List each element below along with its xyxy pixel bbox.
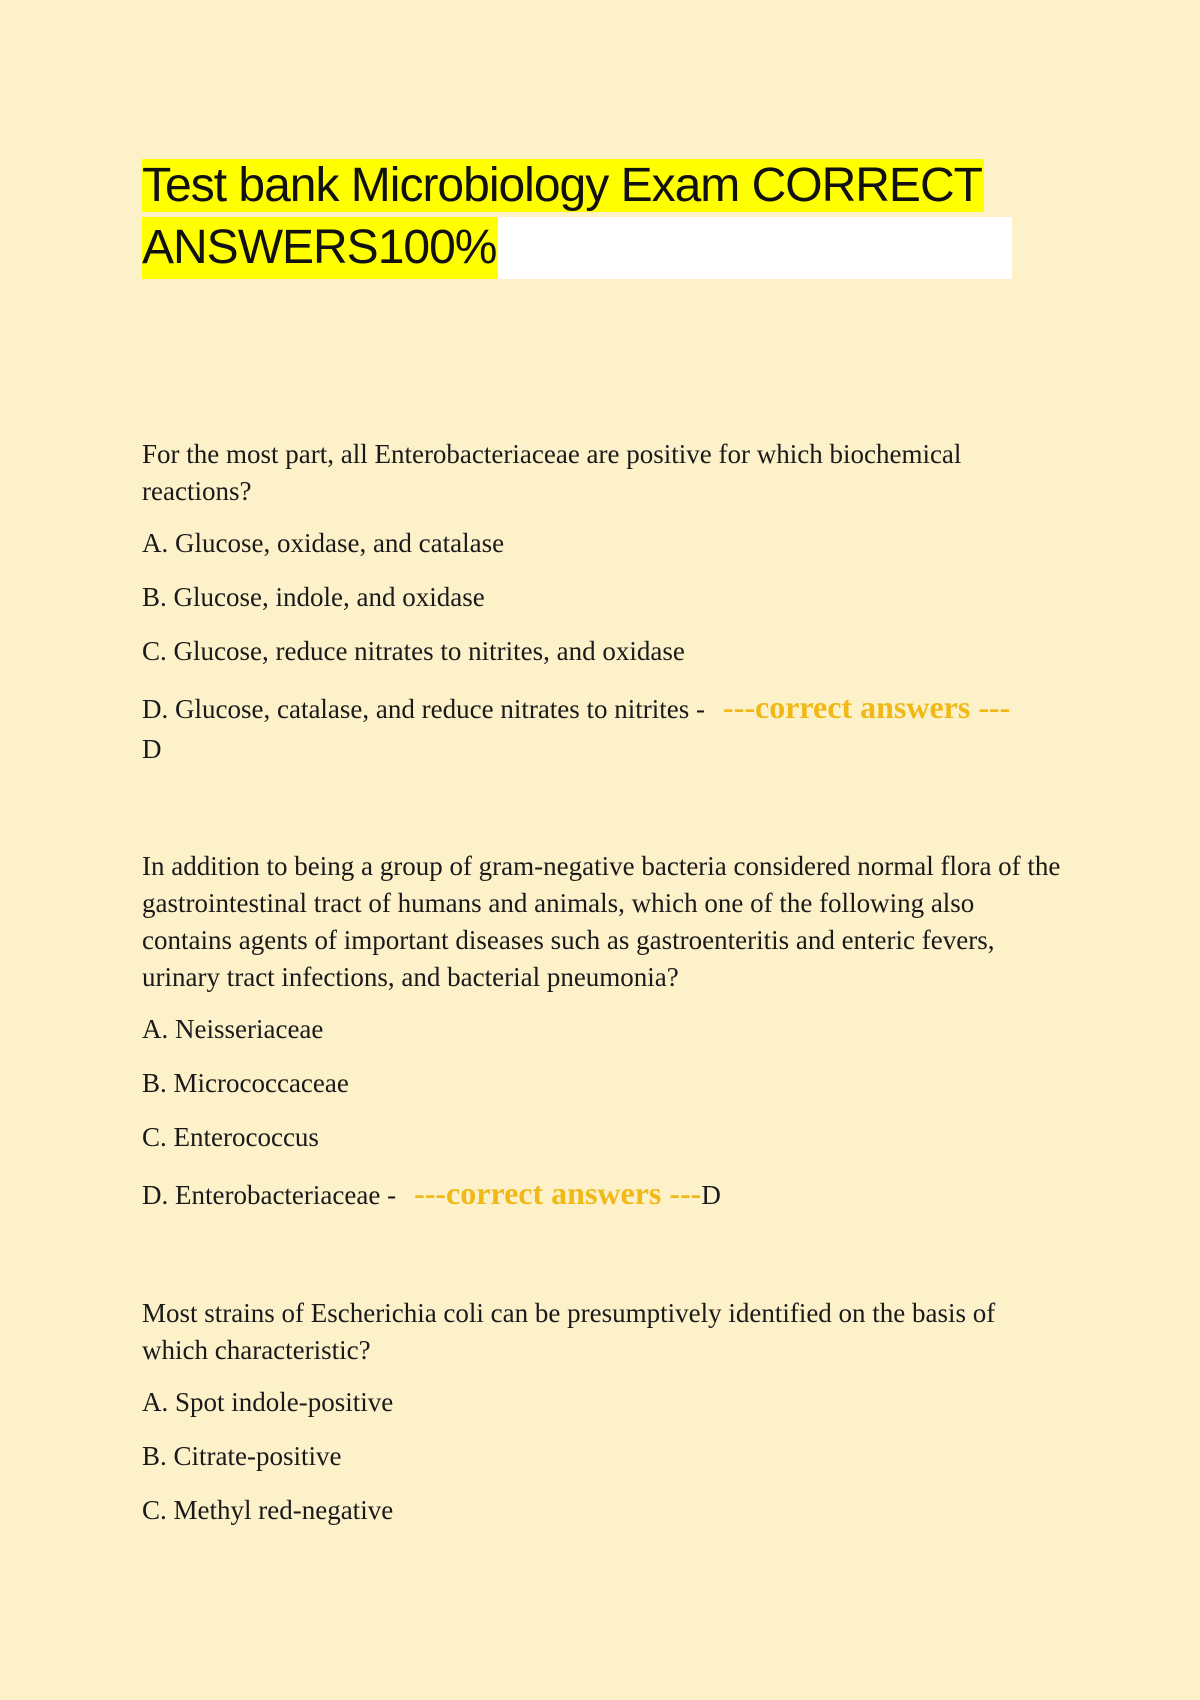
option-d-with-answer: [142, 687, 1062, 769]
question-block-2: [142, 848, 1062, 1215]
option-d: D. Enterobacteriaceae -: [142, 1180, 397, 1210]
question-text: For the most part, all Enterobacteriaceae are positive for which biochemical reactions?: [142, 439, 962, 506]
document-title: [142, 155, 1012, 279]
option-b: B. Citrate-positive: [142, 1441, 342, 1471]
correct-answer-letter: D: [701, 1180, 721, 1210]
question-block-1: [142, 436, 1062, 769]
option-a: A. Glucose, oxidase, and catalase: [142, 528, 505, 558]
option-d: D. Glucose, catalase, and reduce nitrates to nitrites -: [142, 694, 706, 724]
option-a: A. Spot indole-positive: [142, 1387, 394, 1417]
option-b: B. Glucose, indole, and oxidase: [142, 582, 485, 612]
correct-answer-marker: ---correct answers ---: [414, 1175, 702, 1211]
title-line-2: ANSWERS100%: [142, 217, 498, 279]
question-block-3: [142, 1295, 1062, 1546]
correct-answer-marker: ---correct answers ---: [723, 689, 1011, 725]
question-text: Most strains of Escherichia coli can be presumptively identified on the basis of which characteristic?: [142, 1298, 996, 1365]
option-c: C. Glucose, reduce nitrates to nitrites, and oxidase: [142, 636, 685, 666]
option-c: C. Enterococcus: [142, 1122, 319, 1152]
option-a: A. Neisseriaceae: [142, 1014, 324, 1044]
question-text: In addition to being a group of gram-negative bacteria considered normal flora of the gastrointestinal tract of humans and animals, which one of the following also contains agents of important diseases such as gastroenteritis and enteric fevers, urinary tract infections, and bacterial pneumonia?: [142, 851, 1061, 992]
option-b: B. Micrococcaceae: [142, 1068, 349, 1098]
correct-answer-letter: D: [142, 734, 162, 764]
option-d-with-answer: [142, 1173, 1062, 1215]
option-c: C. Methyl red-negative: [142, 1495, 394, 1525]
title-line-1: Test bank Microbiology Exam CORRECT: [142, 159, 982, 212]
